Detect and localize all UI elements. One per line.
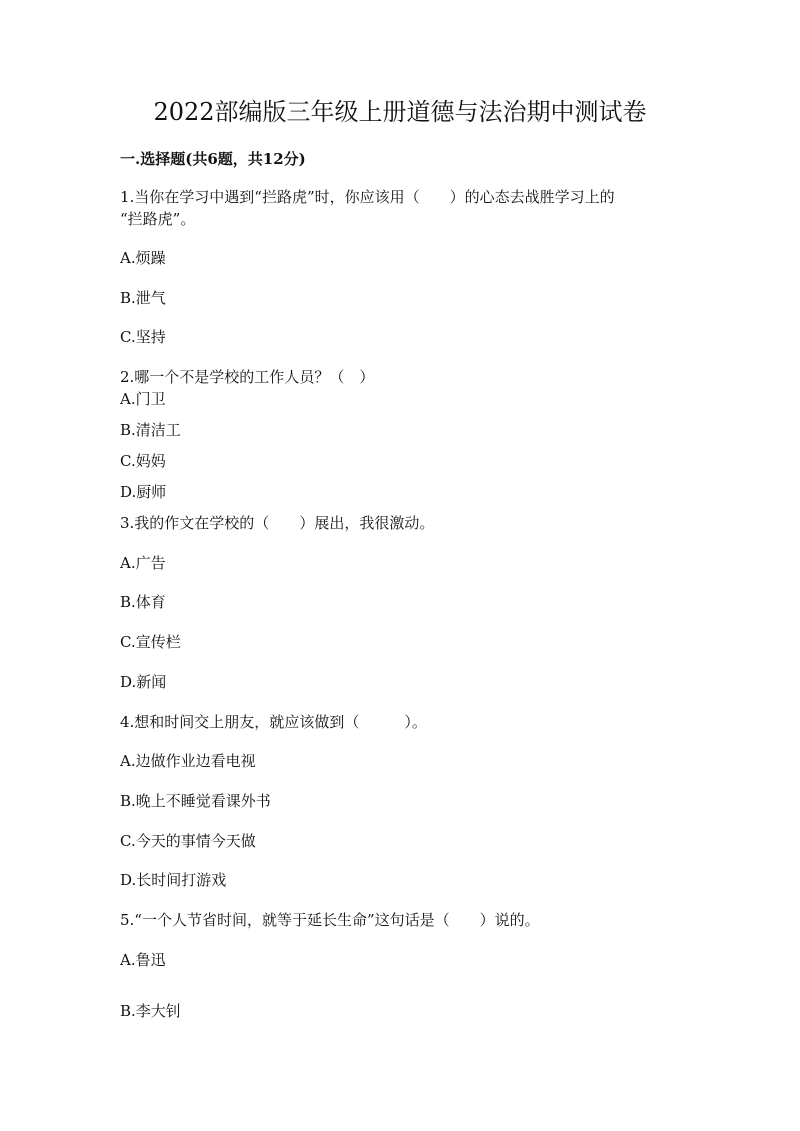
question-4-option-a: A.边做作业边看电视 <box>120 752 256 770</box>
question-5-option-b: B.李大钊 <box>120 1002 181 1020</box>
question-3-option-c: C.宣传栏 <box>120 633 181 651</box>
question-2-option-b: B.清洁工 <box>120 421 181 439</box>
question-3-stem: 3.我的作文在学校的（ ）展出，我很激动。 <box>120 514 435 532</box>
question-1-option-b: B.泄气 <box>120 289 166 307</box>
question-4-option-d: D.长时间打游戏 <box>120 871 227 889</box>
question-1-option-a: A.烦躁 <box>120 249 166 267</box>
question-3-option-a: A.广告 <box>120 554 166 572</box>
question-5-stem: 5.“一个人节省时间，就等于延长生命”这句话是（ ）说的。 <box>120 911 540 929</box>
question-2-stem: 2.哪一个不是学校的工作人员？（ ） <box>120 368 375 386</box>
question-5-option-a: A.鲁迅 <box>120 951 166 969</box>
question-3-option-b: B.体育 <box>120 593 166 611</box>
question-4-option-b: B.晚上不睡觉看课外书 <box>120 792 271 810</box>
page-title: 2022部编版三年级上册道德与法治期中测试卷 <box>153 98 647 126</box>
question-2-option-a: A.门卫 <box>120 390 166 408</box>
question-2-option-c: C.妈妈 <box>120 452 166 470</box>
question-1-stem-line-2: “拦路虎”。 <box>120 210 196 228</box>
question-4-option-c: C.今天的事情今天做 <box>120 832 256 850</box>
question-2-option-d: D.厨师 <box>120 483 167 501</box>
section-heading: 一.选择题(共6题，共12分) <box>120 150 306 168</box>
question-1-option-c: C.坚持 <box>120 328 166 346</box>
question-4-stem: 4.想和时间交上朋友，就应该做到（ ）。 <box>120 713 427 731</box>
question-3-option-d: D.新闻 <box>120 673 167 691</box>
question-1-stem-line-1: 1.当你在学习中遇到“拦路虎”时，你应该用（ ）的心态去战胜学习上的 <box>120 188 615 206</box>
